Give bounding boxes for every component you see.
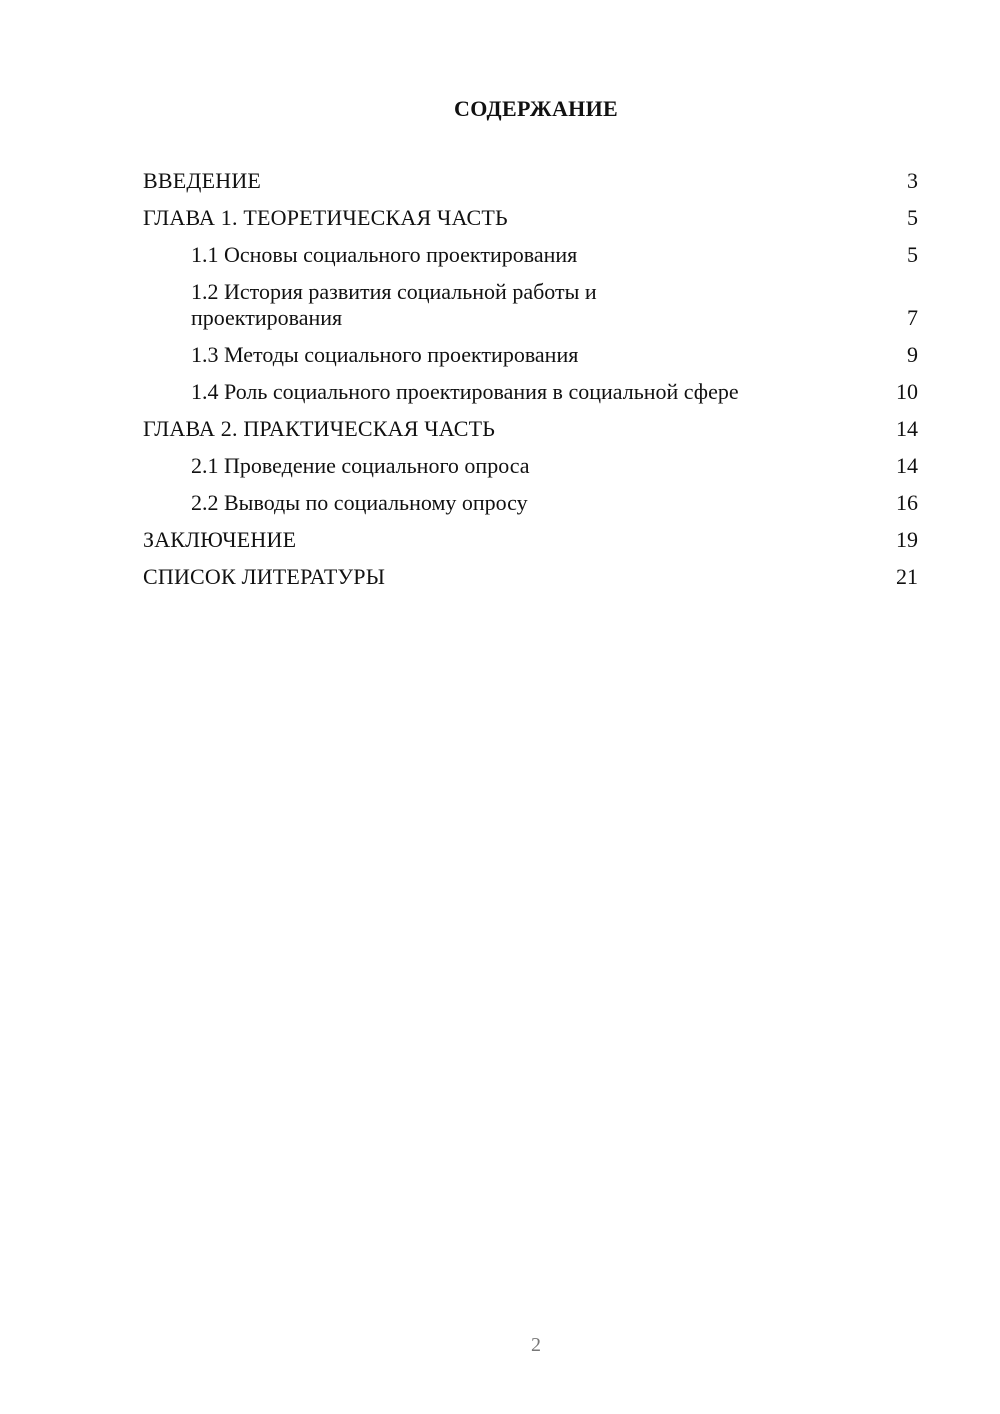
toc-entry-introduction — [143, 168, 918, 194]
toc-entry-chapter-2 — [143, 416, 918, 442]
toc-entry-page: 19 — [896, 527, 918, 552]
table-of-contents — [143, 168, 918, 601]
toc-entry-section-1-4 — [143, 379, 918, 405]
toc-entry-section-2-2 — [143, 490, 918, 516]
toc-entry-references — [143, 564, 918, 590]
toc-entry-page: 7 — [907, 305, 918, 330]
toc-entry-page: 3 — [907, 168, 918, 193]
toc-entry-text: ГЛАВА 2. ПРАКТИЧЕСКАЯ ЧАСТЬ — [143, 416, 496, 441]
toc-entry-section-2-1 — [143, 453, 918, 479]
toc-entry-text: 2.2 Выводы по социальному опросу — [191, 490, 528, 515]
toc-entry-page: 5 — [907, 242, 918, 267]
toc-entry-text: 2.1 Проведение социального опроса — [191, 453, 530, 478]
toc-entry-text: 1.4 Роль социального проектирования в социальной сфере — [191, 379, 739, 404]
toc-entry-page: 9 — [907, 342, 918, 367]
toc-entry-text: ЗАКЛЮЧЕНИЕ — [143, 527, 297, 552]
toc-entry-page: 10 — [896, 379, 918, 404]
toc-entry-chapter-1 — [143, 205, 918, 231]
toc-entry-text: ВВЕДЕНИЕ — [143, 168, 262, 193]
toc-entry-page: 5 — [907, 205, 918, 230]
toc-entry-section-1-1 — [143, 242, 918, 268]
page-title: СОДЕРЖАНИЕ — [454, 96, 618, 121]
toc-entry-text: СПИСОК ЛИТЕРАТУРЫ — [143, 564, 386, 589]
toc-entry-page: 21 — [896, 564, 918, 589]
toc-entry-page: 14 — [896, 416, 918, 441]
toc-entry-page: 16 — [896, 490, 918, 515]
toc-entry-section-1-3 — [143, 342, 918, 368]
page-number: 2 — [531, 1334, 541, 1356]
toc-entry-text: 1.2 История развития социальной работы и проектирования — [191, 279, 597, 330]
toc-entry-conclusion — [143, 527, 918, 553]
toc-entry-text: ГЛАВА 1. ТЕОРЕТИЧЕСКАЯ ЧАСТЬ — [143, 205, 508, 230]
toc-entry-page: 14 — [896, 453, 918, 478]
toc-entry-text: 1.1 Основы социального проектирования — [191, 242, 578, 267]
toc-entry-section-1-2 — [143, 279, 918, 331]
toc-entry-text: 1.3 Методы социального проектирования — [191, 342, 579, 367]
